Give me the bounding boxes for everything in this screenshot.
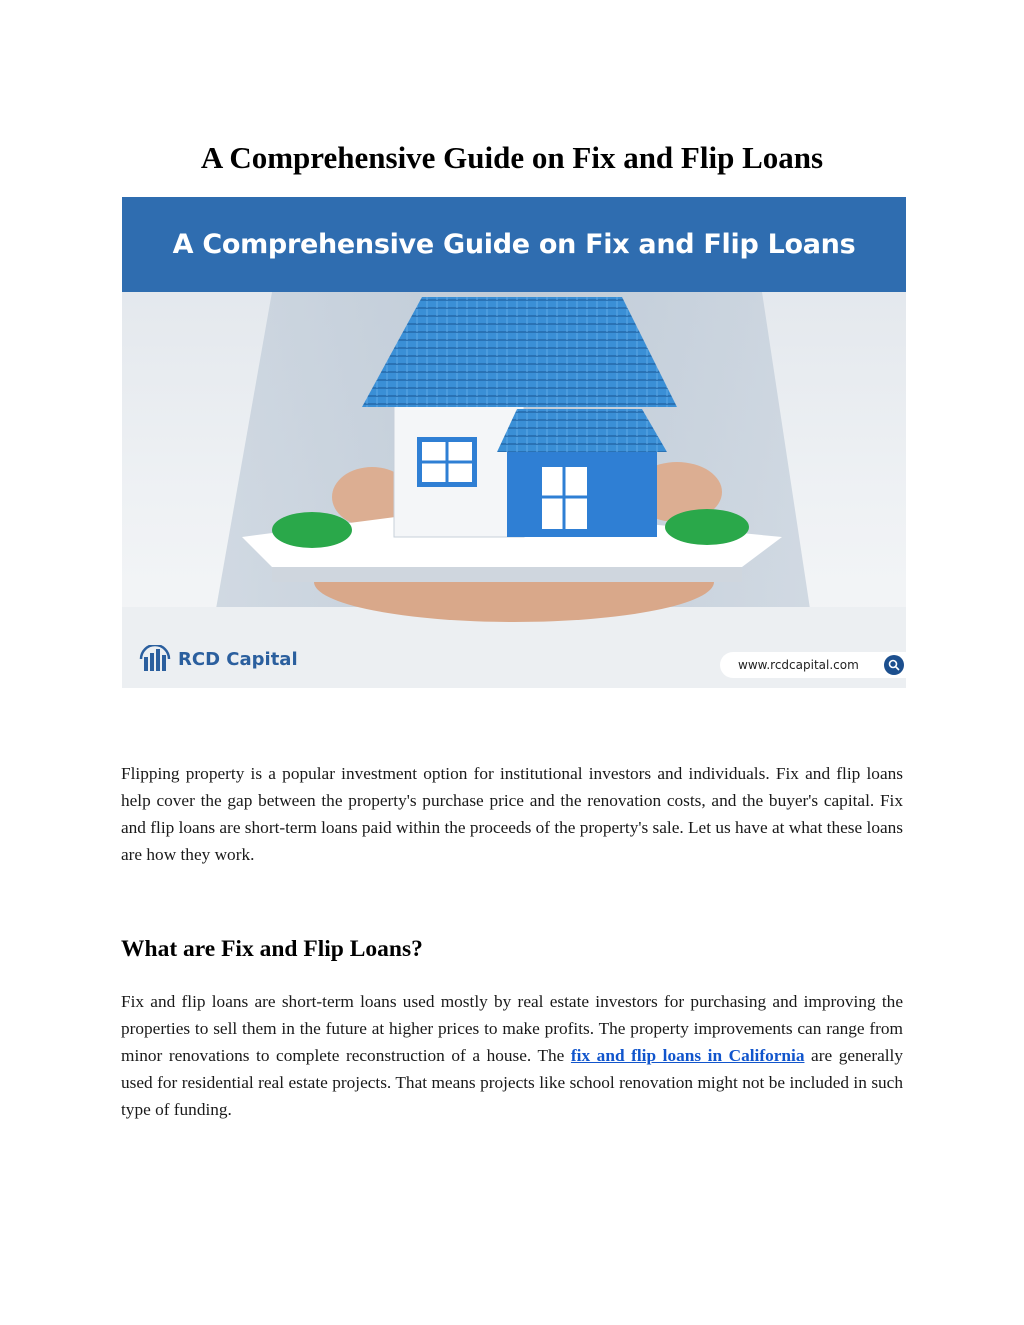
brand-logo bbox=[138, 645, 298, 673]
page-title: A Comprehensive Guide on Fix and Flip Loans bbox=[200, 140, 824, 175]
section-heading: What are Fix and Flip Loans? bbox=[121, 936, 423, 962]
paragraph-text-end: are generally used for residential real estate projects. That means projects like school renovation might not be included in such type of funding. bbox=[121, 1046, 903, 1119]
fix-and-flip-california-link[interactable]: fix and flip loans in California bbox=[570, 1046, 805, 1065]
grass-right bbox=[665, 509, 749, 545]
website-badge bbox=[720, 652, 906, 678]
grass-left bbox=[272, 512, 352, 548]
hero-image bbox=[122, 197, 906, 688]
banner-title: A Comprehensive Guide on Fix and Flip Loans bbox=[172, 229, 856, 260]
search-icon bbox=[884, 655, 904, 675]
intro-paragraph: Flipping property is a popular investment option for institutional investors and individuals. Fix and flip loans help cover the gap between the property's purchase price and the renovation costs, and the buyer's capital. Fix and flip loans are short-term loans paid within the proceeds of the property's sale. Let us have at what these loans are how they work. bbox=[121, 764, 903, 864]
website-url: www.rcdcapital.com bbox=[738, 658, 859, 672]
section-paragraph bbox=[121, 988, 903, 1123]
bar-chart-icon bbox=[138, 645, 172, 673]
paragraph-text-start: Fix and flip loans are short-term loans used mostly by real estate investors for purchasing and improving the properties to sell them in the future at higher prices to make profits. The property improvements can range from minor renovations to complete reconstruction of a house. The bbox=[121, 992, 903, 1065]
brand-name: RCD Capital bbox=[178, 648, 298, 670]
